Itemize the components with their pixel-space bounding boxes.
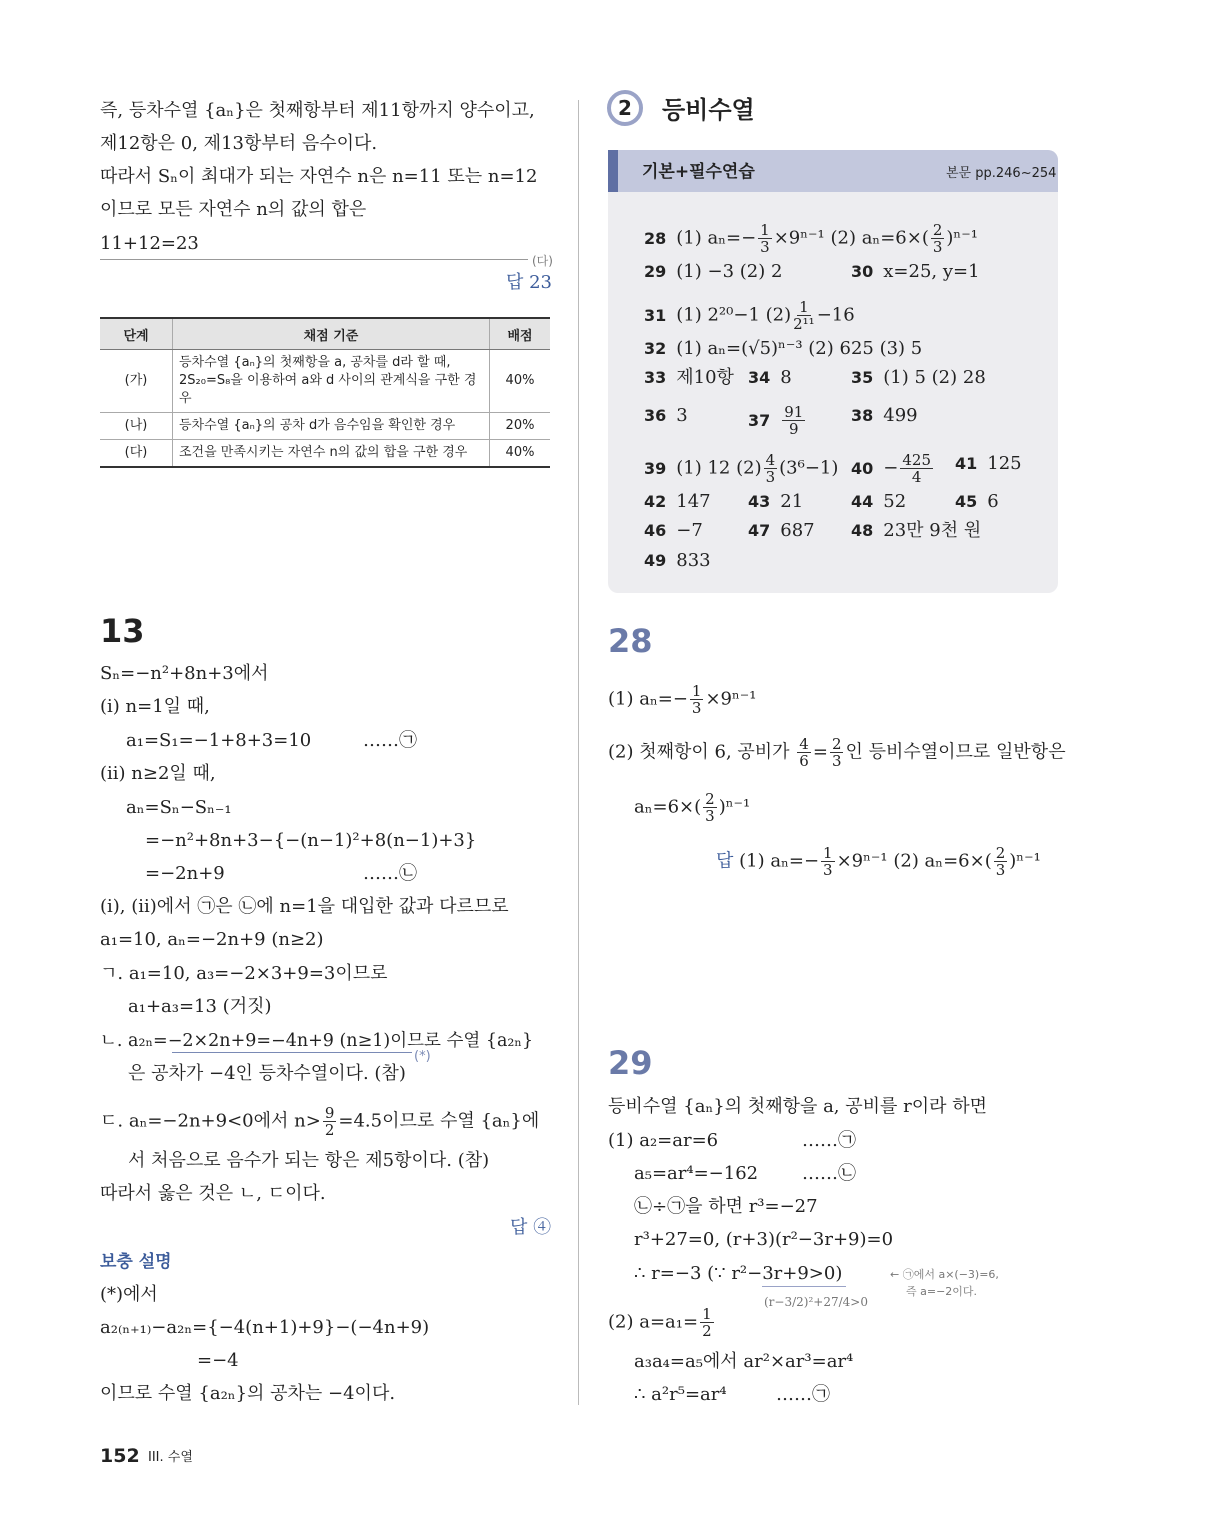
- criterion-text: 2S₂₀=S₈을 이용하여 a와 d 사이의 관계식을 구한 경우: [179, 373, 477, 406]
- question-number: 43: [748, 492, 771, 511]
- question-number: 41: [955, 454, 978, 473]
- numerator: 2: [705, 790, 715, 808]
- text-part: (2) a=a₁=: [608, 1311, 699, 1333]
- equation-mark: ……㉡: [363, 863, 417, 884]
- section-title: 등비수열: [662, 96, 755, 124]
- question-number: 47: [748, 521, 771, 540]
- fraction: [797, 736, 811, 769]
- text-part: =4.5이므로 수열 {aₙ}에: [338, 1110, 540, 1132]
- text-part: ㄷ. aₙ=−2n+9<0에서 n>: [100, 1110, 321, 1132]
- answer-text: 8: [780, 367, 792, 388]
- numerator: 1: [760, 221, 770, 239]
- question-number: 39: [644, 458, 667, 478]
- fraction: [793, 299, 815, 332]
- problem-number: 28: [608, 622, 653, 660]
- question-number: 48: [851, 521, 874, 540]
- denominator: 3: [831, 752, 842, 770]
- box-title: 기본+필수연습: [642, 162, 755, 182]
- text-part: (1) aₙ=−: [739, 850, 820, 872]
- answer-item: [644, 222, 978, 255]
- answer-text: (3⁶−1): [779, 457, 839, 479]
- answer-label: 답: [716, 850, 734, 872]
- text-line: ㄱ. a₁=10, a₃=−2×3+9=3이므로: [100, 963, 388, 984]
- text-part: )ⁿ⁻¹: [1009, 850, 1041, 872]
- text-line: [608, 1306, 716, 1339]
- answer-text: 125: [987, 453, 1022, 474]
- answer-item: [644, 490, 711, 514]
- answer-item: [748, 519, 815, 543]
- table-row: [100, 413, 550, 440]
- answer-item: [644, 299, 855, 332]
- numerator: 1: [799, 298, 809, 316]
- fraction: [931, 222, 945, 255]
- text-line: a₁=10, aₙ=−2n+9 (n≥2): [100, 929, 324, 950]
- text-part: ×9ⁿ⁻¹: [705, 688, 757, 710]
- text-line: ㉡÷㉠을 하면 r³=−27: [634, 1196, 818, 1217]
- step-cell: (나): [100, 413, 173, 440]
- step-cell: (가): [100, 350, 173, 413]
- text-line: ∴ a²r⁵=ar⁴: [634, 1384, 727, 1405]
- answer-item: [644, 260, 782, 284]
- denominator: 2: [324, 1121, 335, 1139]
- text-line: (*)에서: [100, 1284, 158, 1305]
- score-cell: 40%: [490, 350, 551, 413]
- text-line: 11+12=23: [100, 233, 199, 254]
- numerator: 2: [932, 221, 943, 239]
- text-line: (i), (ii)에서 ㉠은 ㉡에 n=1을 대입한 값과 다르므로: [100, 896, 509, 917]
- question-number: 42: [644, 492, 667, 511]
- numerator: 2: [831, 735, 842, 753]
- answer-item: [644, 549, 711, 573]
- answer-text: 147: [676, 491, 711, 512]
- answer: [716, 845, 1041, 878]
- text-line: ∴ r=−3 (∵ r²−3r+9>0): [634, 1263, 843, 1284]
- text-line: aₙ=Sₙ−Sₙ₋₁: [126, 797, 232, 818]
- answer-item: [851, 404, 918, 428]
- answer-text: −16: [816, 304, 855, 326]
- answer-item: [748, 404, 807, 437]
- answer-text: 52: [883, 491, 907, 512]
- question-number: 44: [851, 492, 874, 511]
- text-line: a₁=S₁=−1+8+3=10: [126, 730, 312, 751]
- box-reference: 본문 pp.246~254: [946, 166, 1057, 181]
- answer-text: 제10항: [676, 367, 734, 388]
- text-line: ㄴ. a₂ₙ=−2×2n+9=−4n+9 (n≥1)이므로 수열 {a₂ₙ}: [100, 1031, 534, 1051]
- answer-text: (1) −3 (2) 2: [676, 261, 783, 282]
- text-part: aₙ=6×(: [634, 796, 702, 818]
- page-number: 152: [100, 1445, 140, 1467]
- answer-text: 23만 9천 원: [883, 520, 982, 541]
- text-line: 이므로 모든 자연수 n의 값의 합은: [100, 199, 367, 220]
- denominator: 3: [765, 468, 776, 486]
- answer-text: (1) 12 (2): [676, 457, 762, 479]
- column-divider: [578, 100, 579, 1405]
- step-cell: (다): [100, 440, 173, 468]
- text-line: =−2n+9: [145, 863, 225, 884]
- question-number: 38: [851, 406, 874, 425]
- denominator: 3: [823, 861, 833, 879]
- text-line: 즉, 등차수열 {aₙ}은 첫째항부터 제11항까지 양수이고,: [100, 100, 535, 121]
- answer-item: [644, 452, 838, 485]
- question-number: 28: [644, 228, 667, 248]
- header-tab: [608, 150, 618, 192]
- denominator: 3: [932, 238, 943, 256]
- fraction: [782, 404, 805, 437]
- fraction: [758, 222, 772, 255]
- text-line: (1) a₂=ar=6: [608, 1130, 719, 1151]
- denominator: 4: [911, 468, 922, 486]
- header-criterion: 채점 기준: [173, 318, 490, 350]
- numerator: 1: [702, 1305, 712, 1323]
- text-line: a₁+a₃=13 (거짓): [128, 996, 272, 1017]
- numerator: 2: [995, 844, 1006, 862]
- answer-text: ×9ⁿ⁻¹ (2) aₙ=6×(: [773, 227, 929, 249]
- answer-text: −: [883, 457, 899, 479]
- answer-text: x=25, y=1: [883, 261, 980, 282]
- text-line: [608, 683, 757, 716]
- denominator: 9: [789, 420, 799, 438]
- answer-text: 3: [676, 405, 688, 426]
- text-line: r³+27=0, (r+3)(r²−3r+9)=0: [634, 1229, 894, 1250]
- denominator: 6: [799, 752, 809, 770]
- numerator: 9: [324, 1104, 335, 1122]
- problem-number: 29: [608, 1044, 653, 1082]
- answer-item: [851, 260, 980, 284]
- question-number: 40: [851, 458, 874, 478]
- answer-item: [644, 404, 688, 428]
- text-part: (2) 첫째항이 6, 공비가: [608, 741, 790, 763]
- answer-text: 833: [676, 550, 711, 571]
- fraction: [690, 683, 704, 716]
- answer-text: 6: [987, 491, 999, 512]
- answer-text: (1) 2²⁰−1 (2): [676, 304, 792, 326]
- text-line: 따라서 Sₙ이 최대가 되는 자연수 n은 n=11 또는 n=12: [100, 166, 538, 187]
- text-part: 인 등비수열이므로 일반항은: [845, 741, 1066, 763]
- fraction: [703, 791, 717, 824]
- text-line: [634, 791, 750, 824]
- denominator: 2¹¹: [793, 315, 815, 333]
- numerator: 425: [902, 451, 931, 469]
- denominator: 3: [760, 238, 770, 256]
- question-number: 34: [748, 368, 771, 387]
- text-line: 따라서 옳은 것은 ㄴ, ㄷ이다.: [100, 1183, 326, 1204]
- fraction: [830, 736, 844, 769]
- fraction: [700, 1306, 714, 1339]
- text-line: a₂₍ₙ₊₁₎−a₂ₙ={−4(n+1)+9}−(−4n+9): [100, 1317, 430, 1338]
- question-number: 30: [851, 262, 874, 281]
- fraction: [900, 452, 933, 485]
- text-line: 서 처음으로 음수가 되는 항은 제5항이다. (참): [128, 1150, 490, 1171]
- numerator: 1: [691, 682, 702, 700]
- text-part: )ⁿ⁻¹: [718, 796, 751, 818]
- side-note: ← ㉠에서 a×(−3)=6,: [890, 1268, 999, 1281]
- divider: [100, 259, 528, 260]
- text-line: 제12항은 0, 제13항부터 음수이다.: [100, 133, 378, 154]
- answer-item: [748, 366, 792, 390]
- numerator: 1: [823, 844, 833, 862]
- answer-item: [748, 490, 803, 514]
- question-number: 46: [644, 521, 667, 540]
- table-row: [100, 440, 550, 468]
- score-cell: 20%: [490, 413, 551, 440]
- fraction: [994, 845, 1008, 878]
- criterion-cell: [173, 350, 490, 413]
- question-number: 36: [644, 406, 667, 425]
- question-number: 32: [644, 339, 667, 358]
- answer-text: 499: [883, 405, 918, 426]
- question-number: 33: [644, 368, 667, 387]
- answer-text: )ⁿ⁻¹: [946, 227, 978, 249]
- score-cell: 40%: [490, 440, 551, 468]
- text-part: ×9ⁿ⁻¹ (2) aₙ=6×(: [836, 850, 992, 872]
- numerator: 91: [784, 403, 804, 421]
- equation-mark: ……㉠: [776, 1384, 830, 1405]
- equation-mark: ……㉡: [802, 1163, 856, 1184]
- answer: 답 ④: [510, 1217, 552, 1238]
- text-line: (ii) n≥2일 때,: [100, 763, 216, 784]
- star-note: (*): [414, 1049, 431, 1064]
- fraction: [821, 845, 835, 878]
- text-line: 은 공차가 −4인 등차수열이다. (참): [128, 1063, 406, 1084]
- criterion-text: 등차수열 {aₙ}의 첫째항을 a, 공차를 d라 할 때,: [179, 355, 451, 370]
- text-line: (i) n=1일 때,: [100, 696, 210, 717]
- text-line: Sₙ=−n²+8n+3에서: [100, 663, 269, 684]
- text-line: 이므로 수열 {a₂ₙ}의 공차는 −4이다.: [100, 1383, 396, 1404]
- answer-item: [644, 519, 703, 543]
- denominator: 3: [995, 861, 1006, 879]
- answer-item: [644, 366, 734, 390]
- step-mark: (다): [532, 254, 553, 268]
- denominator: 3: [691, 699, 702, 717]
- answer-item: [851, 519, 981, 543]
- problem-number: 13: [100, 612, 145, 650]
- criterion-cell: 조건을 만족시키는 자연수 n의 값의 합을 구한 경우: [173, 440, 490, 468]
- answer: 답 23: [506, 272, 553, 293]
- answer-item: [955, 452, 1022, 476]
- answer-text: 21: [780, 491, 804, 512]
- supplement-title: 보충 설명: [100, 1252, 172, 1272]
- chapter-label: III. 수열: [148, 1450, 193, 1465]
- scoring-table: [100, 317, 550, 468]
- criterion-cell: 등차수열 {aₙ}의 공차 d가 음수임을 확인한 경우: [173, 413, 490, 440]
- underline: [172, 1052, 412, 1053]
- numerator: 4: [799, 735, 809, 753]
- equation-mark: ……㉠: [802, 1130, 856, 1151]
- answer-item: [955, 490, 999, 514]
- answer-item: [851, 490, 906, 514]
- numerator: 4: [765, 451, 776, 469]
- fraction: [764, 452, 778, 485]
- question-number: 29: [644, 262, 667, 281]
- text-line: a₅=ar⁴=−162: [634, 1163, 759, 1184]
- question-number: 49: [644, 551, 667, 570]
- text-line: [608, 736, 1066, 769]
- question-number: 35: [851, 368, 874, 387]
- header-step: 단계: [100, 318, 173, 350]
- side-note: 즉 a=−2이다.: [906, 1285, 978, 1298]
- table-row: [100, 350, 550, 413]
- answer-text: −7: [676, 520, 703, 541]
- fraction: [323, 1105, 337, 1138]
- section-number-badge: 2: [607, 90, 643, 126]
- equation-mark: ……㉠: [363, 730, 417, 751]
- denominator: 3: [705, 807, 715, 825]
- header-score: 배점: [490, 318, 551, 350]
- text-part: (1) aₙ=−: [608, 688, 688, 710]
- text-line: [100, 1105, 539, 1138]
- question-number: 31: [644, 305, 667, 325]
- text-line: a₃a₄=a₅에서 ar²×ar³=ar⁴: [634, 1351, 854, 1372]
- text-part: =: [812, 741, 828, 763]
- answer-item: [851, 452, 935, 485]
- denominator: 2: [702, 1322, 712, 1340]
- answer-text: (1) 5 (2) 28: [883, 367, 986, 388]
- question-number: 45: [955, 492, 978, 511]
- answer-text: 687: [780, 520, 815, 541]
- answer-text: (1) aₙ=−: [676, 227, 757, 249]
- answer-item: [644, 337, 922, 361]
- answer-text: (1) aₙ=(√5)ⁿ⁻³ (2) 625 (3) 5: [676, 338, 923, 359]
- answer-item: [851, 366, 986, 390]
- underline: [762, 1286, 846, 1287]
- text-line: 등비수열 {aₙ}의 첫째항을 a, 공비를 r이라 하면: [608, 1096, 988, 1117]
- question-number: 37: [748, 410, 771, 430]
- text-line: =−4: [197, 1350, 239, 1371]
- text-line: =−n²+8n+3−{−(n−1)²+8(n−1)+3}: [145, 830, 477, 851]
- hint-note: (r−3/2)²+27/4>0: [764, 1295, 868, 1309]
